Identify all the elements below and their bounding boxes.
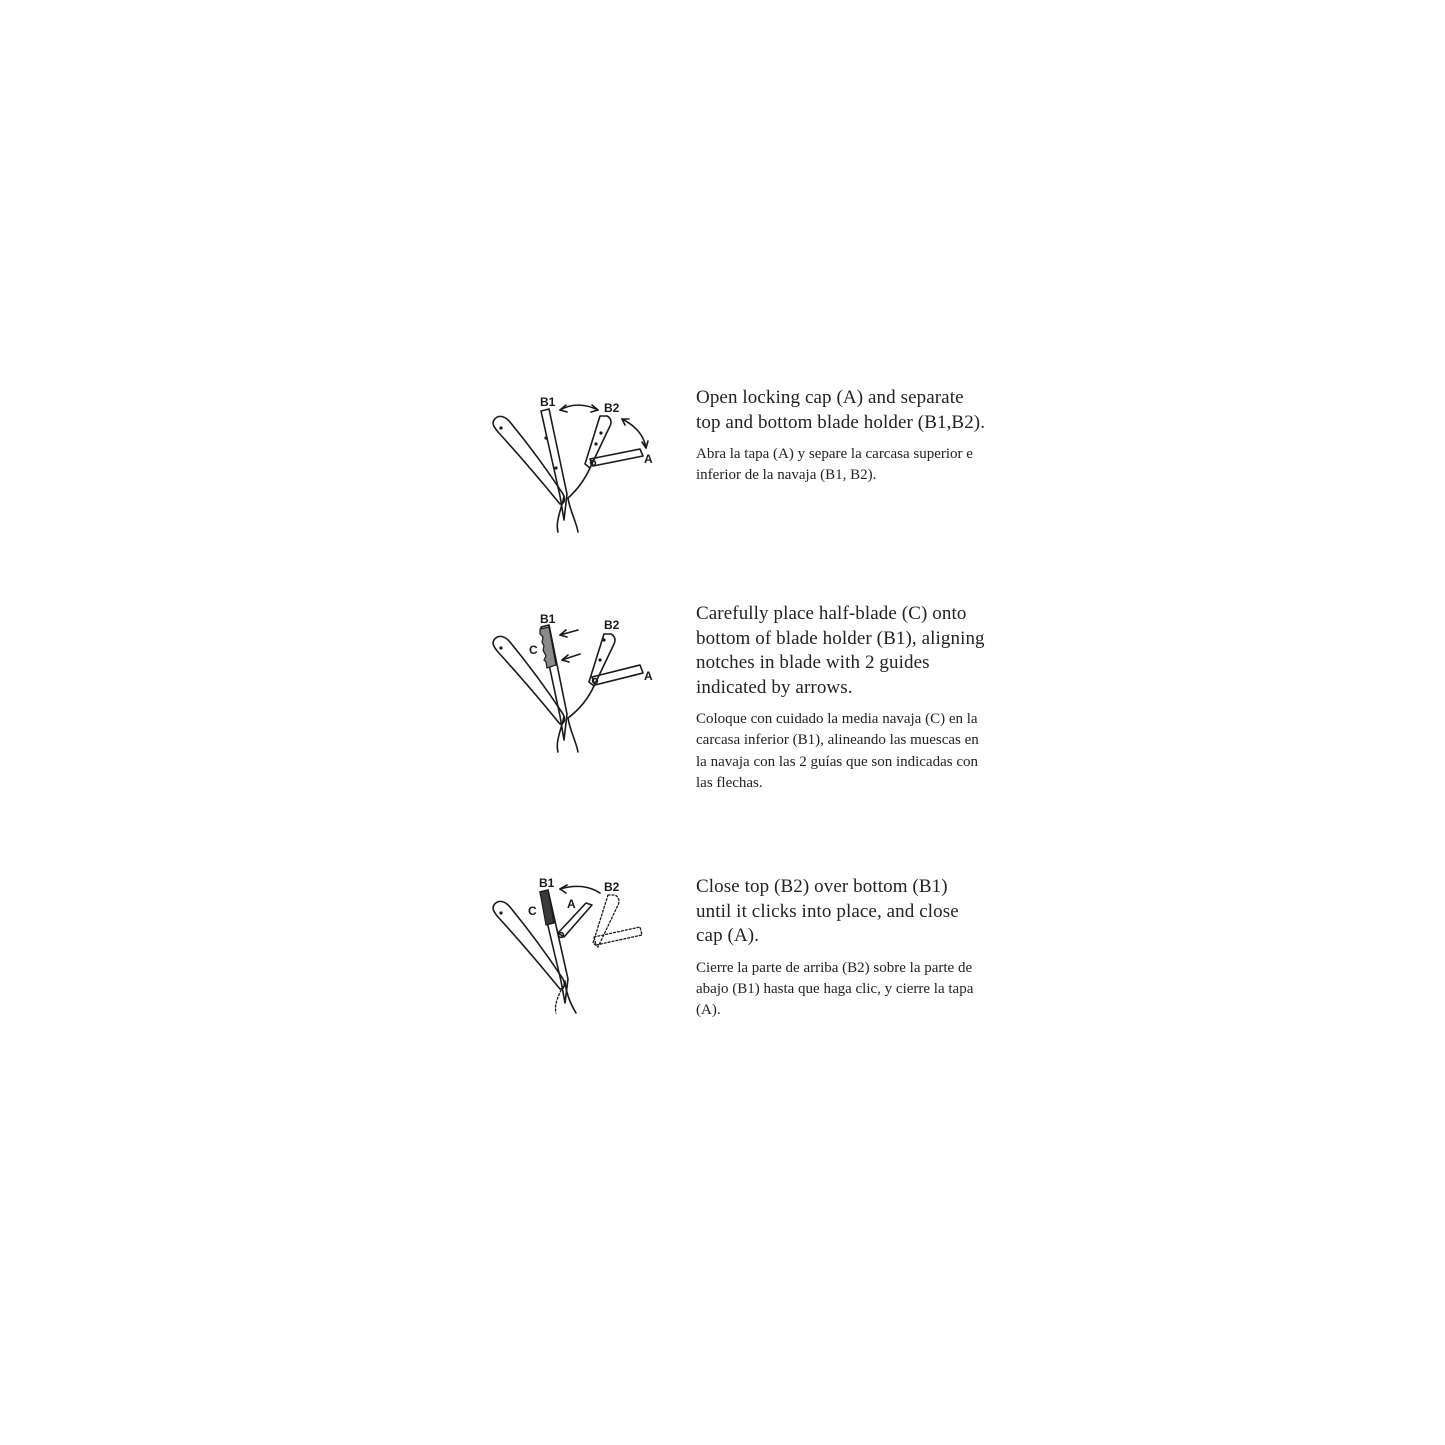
- step-2: [480, 602, 1000, 842]
- step-2-illustration: [480, 602, 680, 762]
- step-3-text: [696, 875, 986, 1021]
- label-b1: B1: [540, 612, 556, 626]
- previous-position-cap: [594, 927, 642, 945]
- label-c: C: [528, 904, 537, 918]
- arrow-close-b2: [560, 886, 600, 893]
- step-1-illustration: [480, 386, 680, 546]
- step-1-text: [696, 386, 986, 487]
- step-1-spanish: Abra la tapa (A) y separe la carcasa superior e inferior de la navaja (B1, B2).: [696, 446, 973, 484]
- blade-holder-b2: [585, 416, 611, 468]
- label-b2: B2: [604, 618, 620, 632]
- label-b1: B1: [540, 395, 556, 409]
- step-3-english: Close top (B2) over bottom (B1) until it clicks into place, and close cap (A).: [696, 876, 959, 946]
- label-b1: B1: [539, 876, 555, 890]
- label-b2: B2: [604, 401, 620, 415]
- label-a: A: [644, 669, 653, 683]
- step-2-english: Carefully place half-blade (C) onto bottom of blade holder (B1), aligning notches in blade with 2 guides indicated by arrows.: [696, 603, 985, 698]
- step-3-spanish: Cierre la parte de arriba (B2) sobre la parte de abajo (B1) hasta que haga clic, y cierre la tapa (A).: [696, 959, 974, 1019]
- label-a: A: [567, 897, 576, 911]
- locking-cap-a: [592, 665, 643, 685]
- step-2-spanish: Coloque con cuidado la media navaja (C) en la carcasa inferior (B1), alineando las muescas en la navaja con las 2 guías que son indicadas con las flechas.: [696, 711, 979, 791]
- label-b2: B2: [604, 880, 620, 894]
- step-3-illustration: [480, 875, 680, 1035]
- step-1: [480, 386, 1000, 546]
- label-c: C: [529, 643, 538, 657]
- previous-position-b2: [593, 895, 619, 947]
- step-3: [480, 875, 1000, 1035]
- step-2-text: [696, 602, 986, 794]
- label-a: A: [644, 452, 653, 466]
- step-1-english: Open locking cap (A) and separate top and bottom blade holder (B1,B2).: [696, 387, 986, 433]
